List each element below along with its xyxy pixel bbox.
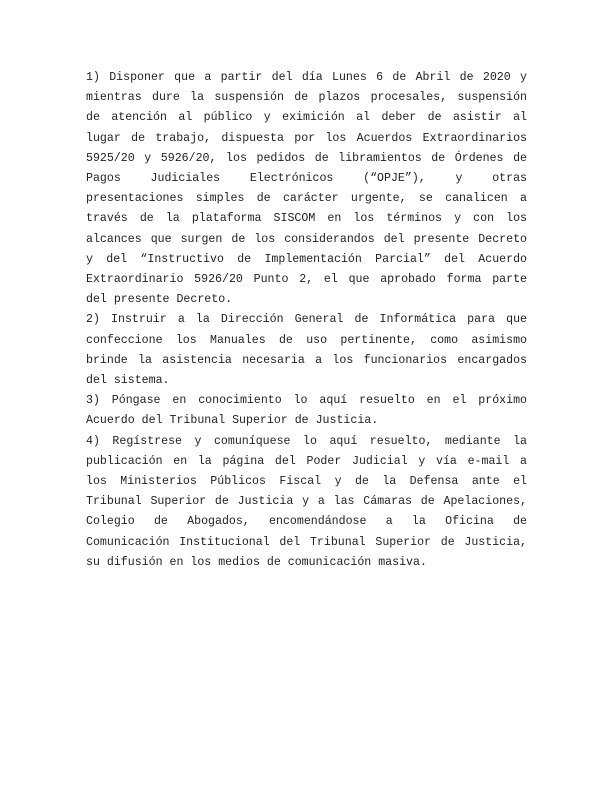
text-line: de atención al público y eximición al deber de asistir al xyxy=(86,111,527,125)
text-line: 2) Instruir a la Dirección General de Informática para que xyxy=(86,313,527,327)
text-line: del presente Decreto. xyxy=(86,293,233,307)
text-line: Extraordinario 5926/20 Punto 2, el que aprobado forma parte xyxy=(86,273,527,287)
text-line: del sistema. xyxy=(86,374,170,388)
text-line: 1) Disponer que a partir del día Lunes 6 de Abril de 2020 y xyxy=(86,71,527,84)
text-line: presentaciones simples de carácter urgente, se canalicen a xyxy=(86,192,527,206)
text-line: brinde la asistencia necesaria a los funcionarios encargados xyxy=(86,353,527,367)
decree-resolutions-body xyxy=(86,68,527,573)
text-line: confeccione los Manuales de uso pertinente, como asimismo xyxy=(86,333,527,347)
text-line: través de la plataforma SISCOM en los términos y con los xyxy=(86,212,527,226)
resolution-item-2 xyxy=(86,310,527,391)
text-line: Colegio de Abogados, encomendándose a la Oficina de xyxy=(86,515,527,529)
text-line: Pagos Judiciales Electrónicos (“OPJE”), y otras xyxy=(86,172,527,186)
text-line: Acuerdo del Tribunal Superior de Justicia. xyxy=(86,414,379,428)
text-line: 3) Póngase en conocimiento lo aquí resuelto en el próximo xyxy=(86,394,527,408)
resolution-item-1 xyxy=(86,68,527,310)
text-line: lugar de trabajo, dispuesta por los Acuerdos Extraordinarios xyxy=(86,131,527,145)
text-line: Tribunal Superior de Justicia y a las Cámaras de Apelaciones, xyxy=(86,495,527,509)
text-line: publicación en la página del Poder Judicial y vía e-mail a xyxy=(86,454,527,468)
text-line: alcances que surgen de los considerandos del presente Decreto xyxy=(86,232,527,246)
resolution-item-4 xyxy=(86,432,527,573)
text-line: su difusión en los medios de comunicación masiva. xyxy=(86,555,427,569)
text-line: mientras dure la suspensión de plazos procesales, suspensión xyxy=(86,91,527,105)
text-line: los Ministerios Públicos Fiscal y de la Defensa ante el xyxy=(86,475,527,489)
text-line: 4) Regístrese y comuníquese lo aquí resuelto, mediante la xyxy=(86,434,527,448)
text-line: 5925/20 y 5926/20, los pedidos de libramientos de Órdenes de xyxy=(86,151,527,165)
resolution-item-3 xyxy=(86,391,527,431)
text-line: Comunicación Institucional del Tribunal Superior de Justicia, xyxy=(86,535,527,549)
text-line: y del “Instructivo de Implementación Parcial” del Acuerdo xyxy=(86,252,527,266)
